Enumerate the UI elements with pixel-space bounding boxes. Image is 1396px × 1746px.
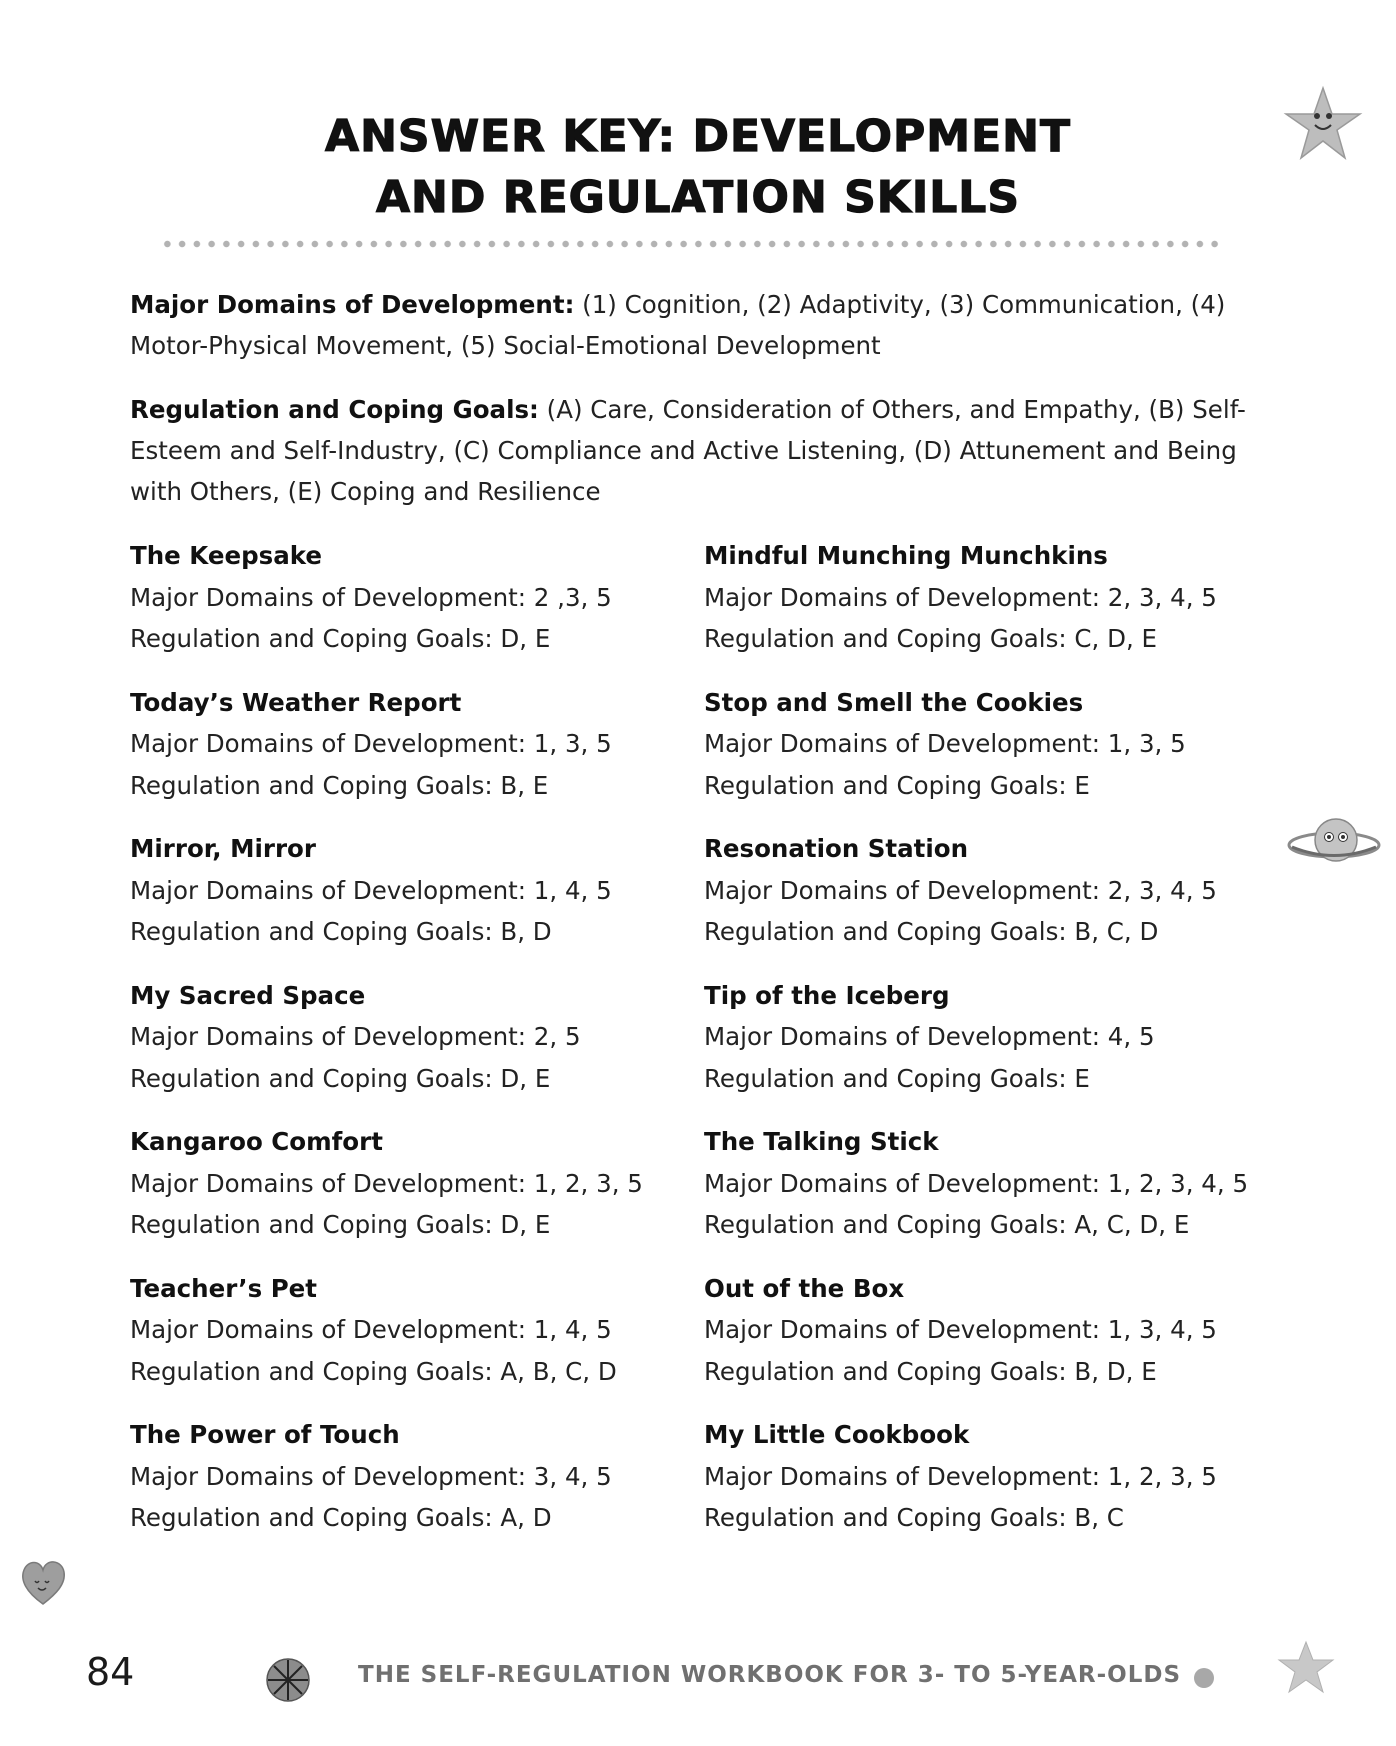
activity-title: Out of the Box (704, 1273, 905, 1303)
activity-goals: Regulation and Coping Goals: B, C (704, 1503, 1124, 1532)
dotted-divider (160, 240, 1222, 248)
activity-entry (704, 1268, 1264, 1415)
intro-domains-text: (1) Cognition, (2) Adaptivity, (3) Communication, (4) Motor-Physical Movement, (5) Social-Emotional Development (130, 290, 1226, 360)
activity-title: The Talking Stick (704, 1127, 939, 1156)
activity-goals: Regulation and Coping Goals: D, E (130, 1210, 551, 1239)
activity-title: Mindful Munching Munchkins (704, 541, 1108, 570)
activity-title: Kangaroo Comfort (130, 1127, 383, 1156)
activity-domains: Major Domains of Development: 2 ,3, 5 (130, 582, 612, 612)
activity-domains: Major Domains of Development: 2, 5 (130, 1022, 581, 1051)
activity-title: Today’s Weather Report (130, 687, 462, 717)
title-line-1: ANSWER KEY: DEVELOPMENT (325, 111, 1071, 162)
activity-goals: Regulation and Coping Goals: E (704, 770, 1090, 800)
dot-icon (1192, 1666, 1216, 1690)
activity-goals: Regulation and Coping Goals: D, E (130, 1063, 551, 1093)
activity-domains: Major Domains of Development: 1, 2, 3, 5 (130, 1168, 643, 1198)
activity-entry (704, 535, 1264, 682)
activity-entry (704, 1414, 1264, 1561)
activity-goals: Regulation and Coping Goals: B, E (130, 770, 549, 800)
activity-title: My Sacred Space (130, 980, 366, 1010)
activity-goals: Regulation and Coping Goals: E (704, 1063, 1090, 1093)
title-line-2: AND REGULATION SKILLS (375, 172, 1021, 223)
intro-goals-label: Regulation and Coping Goals: (130, 395, 539, 424)
activity-entry (130, 535, 690, 682)
activity-goals: Regulation and Coping Goals: B, C, D (704, 917, 1159, 946)
activity-domains: Major Domains of Development: 1, 3, 4, 5 (704, 1315, 1217, 1344)
planet-icon (1286, 812, 1382, 872)
heart-icon (18, 1556, 68, 1608)
intro-goals-text: (A) Care, Consideration of Others, and Empathy, (B) Self-Esteem and Self-Industry, (C) Compliance and Active Listening, (D) Attunement and Being with Others, (E) Coping and Resilience (130, 395, 1246, 506)
activity-entry (130, 682, 690, 829)
activity-domains: Major Domains of Development: 1, 3, 5 (130, 729, 612, 758)
activity-domains: Major Domains of Development: 1, 4, 5 (130, 875, 612, 905)
activity-domains: Major Domains of Development: 1, 4, 5 (130, 1315, 612, 1344)
ball-icon (264, 1656, 312, 1704)
activity-domains: Major Domains of Development: 1, 2, 3, 4, 5 (704, 1168, 1249, 1198)
right-column (704, 535, 1264, 1561)
activity-domains: Major Domains of Development: 1, 2, 3, 5 (704, 1461, 1217, 1491)
activity-title: Mirror, Mirror (130, 834, 316, 863)
left-column (130, 535, 690, 1561)
activity-goals: Regulation and Coping Goals: A, D (130, 1503, 552, 1532)
star-icon (1276, 1640, 1336, 1696)
activity-entry (130, 1268, 690, 1415)
page-title (0, 106, 1396, 228)
activity-title: Tip of the Iceberg (704, 980, 950, 1010)
activity-goals: Regulation and Coping Goals: B, D (130, 917, 552, 946)
activity-domains: Major Domains of Development: 2, 3, 4, 5 (704, 582, 1217, 612)
activity-entry (130, 1121, 690, 1268)
activity-domains: Major Domains of Development: 3, 4, 5 (130, 1461, 612, 1491)
activity-title: Teacher’s Pet (130, 1273, 318, 1303)
intro-goals-paragraph (130, 389, 1250, 512)
activity-domains: Major Domains of Development: 1, 3, 5 (704, 729, 1186, 758)
activity-title: Resonation Station (704, 834, 969, 863)
activity-title: The Power of Touch (130, 1420, 400, 1449)
page-number: 84 (86, 1650, 135, 1694)
activity-entry (130, 975, 690, 1122)
book-title-footer: THE SELF-REGULATION WORKBOOK FOR 3- TO 5-YEAR-OLDS (358, 1662, 1182, 1688)
activity-title: My Little Cookbook (704, 1420, 970, 1449)
activity-entry (130, 1414, 690, 1561)
activity-entry (130, 828, 690, 975)
activity-domains: Major Domains of Development: 4, 5 (704, 1022, 1155, 1051)
activity-goals: Regulation and Coping Goals: B, D, E (704, 1356, 1157, 1386)
activity-entry (704, 1121, 1264, 1268)
activity-title: The Keepsake (130, 541, 322, 570)
activity-domains: Major Domains of Development: 2, 3, 4, 5 (704, 875, 1217, 905)
intro-domains-paragraph (130, 284, 1250, 366)
activity-goals: Regulation and Coping Goals: A, C, D, E (704, 1210, 1190, 1239)
activity-title: Stop and Smell the Cookies (704, 687, 1084, 717)
activity-goals: Regulation and Coping Goals: A, B, C, D (130, 1356, 617, 1386)
activity-goals: Regulation and Coping Goals: D, E (130, 624, 551, 653)
activity-entry (704, 975, 1264, 1122)
activity-entry (704, 682, 1264, 829)
activity-entry (704, 828, 1264, 975)
activity-goals: Regulation and Coping Goals: C, D, E (704, 624, 1158, 653)
intro-domains-label: Major Domains of Development: (130, 290, 575, 319)
